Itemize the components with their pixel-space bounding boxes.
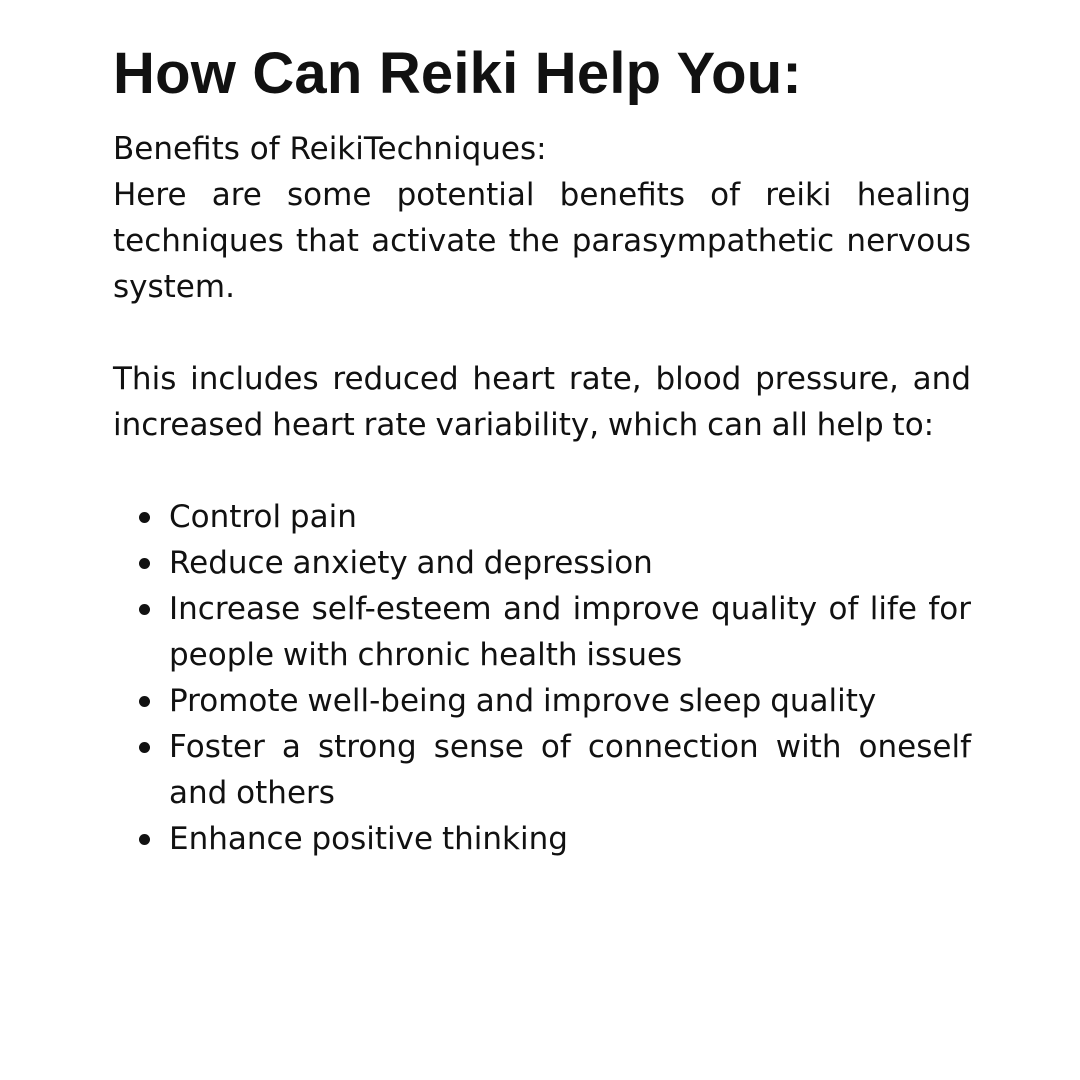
list-item-text: Promote well-being and improve sleep quality xyxy=(169,683,877,719)
list-item xyxy=(113,540,971,586)
list-item-text: Control pain xyxy=(169,499,357,535)
list-item-text: Increase self-esteem and improve quality of life for people with chronic health issues xyxy=(169,591,971,673)
bullet-icon xyxy=(139,512,150,523)
list-item xyxy=(113,586,971,678)
benefits-list xyxy=(113,494,971,862)
list-item-text: Foster a strong sense of connection with oneself and others xyxy=(169,729,971,811)
paragraph-spacer xyxy=(113,310,971,356)
subtitle: Benefits of ReikiTechniques: xyxy=(113,131,547,167)
list-item-text: Enhance positive thinking xyxy=(169,821,568,857)
intro-paragraph: Here are some potential benefits of reiki healing techniques that activate the parasympathetic nervous system. xyxy=(113,177,971,305)
document-page xyxy=(113,36,971,862)
bullet-icon xyxy=(139,558,150,569)
bullet-icon xyxy=(139,604,150,615)
list-item xyxy=(113,816,971,862)
bullet-icon xyxy=(139,696,150,707)
list-item xyxy=(113,494,971,540)
bullet-icon xyxy=(139,834,150,845)
list-item xyxy=(113,724,971,816)
detail-paragraph: This includes reduced heart rate, blood pressure, and increased heart rate variability, which can all help to: xyxy=(113,361,971,443)
page-title: How Can Reiki Help You: xyxy=(113,41,802,106)
bullet-icon xyxy=(139,742,150,753)
list-item xyxy=(113,678,971,724)
list-item-text: Reduce anxiety and depression xyxy=(169,545,653,581)
paragraph-spacer xyxy=(113,448,971,494)
